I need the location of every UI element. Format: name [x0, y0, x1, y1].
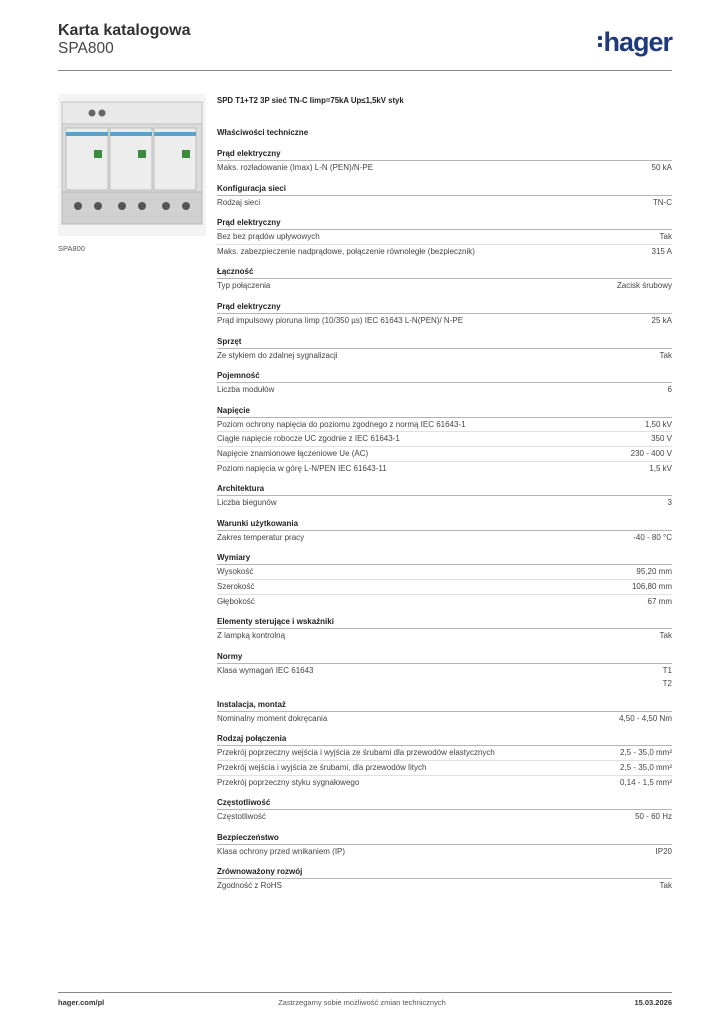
spec-row: [217, 432, 672, 447]
hager-logo[interactable]: [598, 28, 672, 56]
spec-row: [217, 565, 672, 580]
spec-label: Przekrój poprzeczny styku sygnałowego: [217, 777, 360, 787]
spec-group: [217, 651, 672, 691]
spec-group: [217, 301, 672, 328]
spec-label: Napięcie znamionowe łączeniowe Ue (AC): [217, 448, 369, 458]
spec-value: IP20: [655, 846, 672, 856]
spec-row: [217, 245, 672, 259]
spec-content: [217, 96, 672, 893]
spec-row: [217, 196, 672, 210]
spec-group: [217, 616, 672, 643]
spec-group-title: Architektura: [217, 483, 672, 496]
spec-row: [217, 595, 672, 609]
spec-value: 1,5 kV: [649, 463, 672, 473]
footer-website-link[interactable]: hager.com/pl: [58, 998, 105, 1007]
spec-value: 6: [667, 385, 672, 395]
spec-group-title: Normy: [217, 651, 672, 664]
spec-row: [217, 230, 672, 245]
spec-value: 230 - 400 V: [630, 448, 672, 458]
spec-row: [217, 349, 672, 363]
spec-row: [217, 314, 672, 328]
spec-group-title: Instalacja, montaż: [217, 699, 672, 712]
spec-row: [217, 496, 672, 510]
spec-group-title: Pojemność: [217, 370, 672, 383]
spec-label: Szerokość: [217, 581, 255, 591]
spec-row: [217, 879, 672, 893]
spec-value: T1 T2: [662, 665, 672, 689]
spec-group-title: Częstotliwość: [217, 797, 672, 810]
spec-label: Klasa ochrony przed wnikaniem (IP): [217, 846, 346, 856]
spec-group: [217, 832, 672, 859]
spec-group-title: Prąd elektryczny: [217, 301, 672, 314]
image-caption: SPA800: [58, 244, 85, 253]
spec-group: [217, 405, 672, 475]
spec-group: [217, 518, 672, 545]
spec-label: Maks. zabezpieczenie nadprądowe, połączenie równoległe (bezpiecznik): [217, 246, 475, 256]
spec-value: Tak: [659, 350, 672, 360]
spec-group: [217, 266, 672, 293]
spec-row: [217, 761, 672, 776]
spec-group-title: Łączność: [217, 266, 672, 279]
spec-row: [217, 580, 672, 595]
spec-row: [217, 447, 672, 462]
spec-value: 106,80 mm: [631, 581, 672, 591]
spec-label: Poziom ochrony napięcia do poziomu zgodnego z normą IEC 61643-1: [217, 419, 466, 429]
spec-row: [217, 776, 672, 790]
footer-date: 15.03.2026: [634, 998, 672, 1007]
spec-value: 3: [667, 498, 672, 508]
spec-label: Przekrój poprzeczny wejścia i wyjścia ze śrubami dla przewodów elastycznych: [217, 748, 495, 758]
spec-label: Poziom napięcia w górę L-N/PEN IEC 61643-11: [217, 463, 387, 473]
logo-text: hager: [603, 27, 672, 57]
spec-group: [217, 183, 672, 210]
spec-group: [217, 483, 672, 510]
spec-label: Bez bez prądów upływowych: [217, 232, 320, 242]
spec-label: Głębokość: [217, 596, 255, 606]
spec-row: [217, 531, 672, 545]
spec-label: Z lampką kontrolną: [217, 631, 286, 641]
spec-value: 2,5 - 35,0 mm²: [619, 748, 672, 758]
spec-value: 67 mm: [647, 596, 672, 606]
spec-group: [217, 866, 672, 893]
spec-value: Tak: [659, 232, 672, 242]
spec-value: 1,50 kV: [644, 419, 672, 429]
spec-row: [217, 462, 672, 476]
header-divider: [58, 70, 672, 71]
header: [58, 22, 672, 66]
spec-value: TN-C: [652, 197, 672, 207]
product-code: SPA800: [58, 40, 114, 57]
spec-label: Zgodność z RoHS: [217, 881, 282, 891]
spec-label: Liczba biegunów: [217, 498, 277, 508]
spec-row: [217, 161, 672, 175]
spec-group-title: Napięcie: [217, 405, 672, 418]
spec-group-title: Zrównoważony rozwój: [217, 866, 672, 879]
spec-group: [217, 797, 672, 824]
spec-label: Częstotliwość: [217, 812, 266, 822]
spec-value: 4,50 - 4,50 Nm: [619, 713, 672, 723]
spec-group-title: Rodzaj połączenia: [217, 733, 672, 746]
spec-label: Klasa wymagań IEC 61643: [217, 665, 314, 675]
spec-value: 95,20 mm: [636, 567, 672, 577]
spec-groups: [217, 148, 672, 893]
spec-value: 350 V: [651, 434, 672, 444]
spec-label: Nominalny moment dokręcania: [217, 713, 328, 723]
spec-group-title: Konfiguracja sieci: [217, 183, 672, 196]
spec-value: Tak: [659, 631, 672, 641]
spec-group-title: Elementy sterujące i wskaźniki: [217, 616, 672, 629]
spec-label: Ze stykiem do zdalnej sygnalizacji: [217, 350, 338, 360]
footer-divider: [58, 992, 672, 993]
spec-label: Przekrój wejścia i wyjścia ze śrubami, dla przewodów litych: [217, 763, 427, 773]
spec-row: [217, 746, 672, 761]
footer-disclaimer: Zastrzegamy sobie możliwość zmian technicznych: [278, 998, 446, 1007]
spec-value: -40 - 80 °C: [633, 532, 672, 542]
tech-properties-heading: Właściwości techniczne: [217, 128, 309, 137]
spec-row: [217, 629, 672, 643]
spec-label: Typ połączenia: [217, 281, 271, 291]
spec-value: 25 kA: [651, 315, 672, 325]
spec-row: [217, 664, 672, 691]
spec-group: [217, 552, 672, 608]
spec-group: [217, 699, 672, 726]
product-image: [58, 94, 206, 236]
spec-label: Maks. rozładowanie (Imax) L-N (PEN)/N-PE: [217, 163, 374, 172]
spec-row: [217, 279, 672, 293]
spec-value: 315 A: [651, 246, 672, 256]
spec-group: [217, 733, 672, 789]
spec-value: Zacisk śrubowy: [616, 281, 672, 291]
spec-value: 50 - 60 Hz: [635, 812, 672, 822]
product-description: SPD T1+T2 3P sieć TN-C Iimp=75kA Up≤1,5kV styk: [217, 96, 404, 105]
spec-row: [217, 383, 672, 397]
spec-label: Rodzaj sieci: [217, 197, 261, 207]
spec-group: [217, 336, 672, 363]
spec-group-title: Bezpieczeństwo: [217, 832, 672, 845]
spec-row: [217, 712, 672, 726]
logo-dots-icon: [598, 33, 602, 50]
spec-value: 2,5 - 35,0 mm²: [619, 763, 672, 773]
spec-label: Wysokość: [217, 567, 254, 577]
spec-label: Prąd impulsowy pioruna Iimp (10/350 µs) IEC 61643 L-N(PEN)/ N-PE: [217, 315, 464, 325]
spec-group: [217, 148, 672, 175]
spec-value: 50 kA: [651, 163, 672, 172]
spec-row: [217, 845, 672, 859]
spec-group: [217, 370, 672, 397]
spec-row: [217, 418, 672, 433]
spec-label: Ciągłe napięcie robocze UC zgodnie z IEC 61643-1: [217, 434, 400, 444]
spec-value: 0,14 - 1,5 mm²: [619, 777, 672, 787]
spec-label: Liczba modułów: [217, 385, 275, 395]
document-title: Karta katalogowa: [58, 22, 191, 39]
spec-group: [217, 217, 672, 258]
spec-group-title: Sprzęt: [217, 336, 672, 349]
spec-group-title: Prąd elektryczny: [217, 217, 672, 230]
spec-value: Tak: [659, 881, 672, 891]
spec-group-title: Wymiary: [217, 552, 672, 565]
spec-label: Zakres temperatur pracy: [217, 532, 305, 542]
spec-row: [217, 810, 672, 824]
spec-group-title: Prąd elektryczny: [217, 148, 672, 161]
spec-group-title: Warunki użytkowania: [217, 518, 672, 531]
